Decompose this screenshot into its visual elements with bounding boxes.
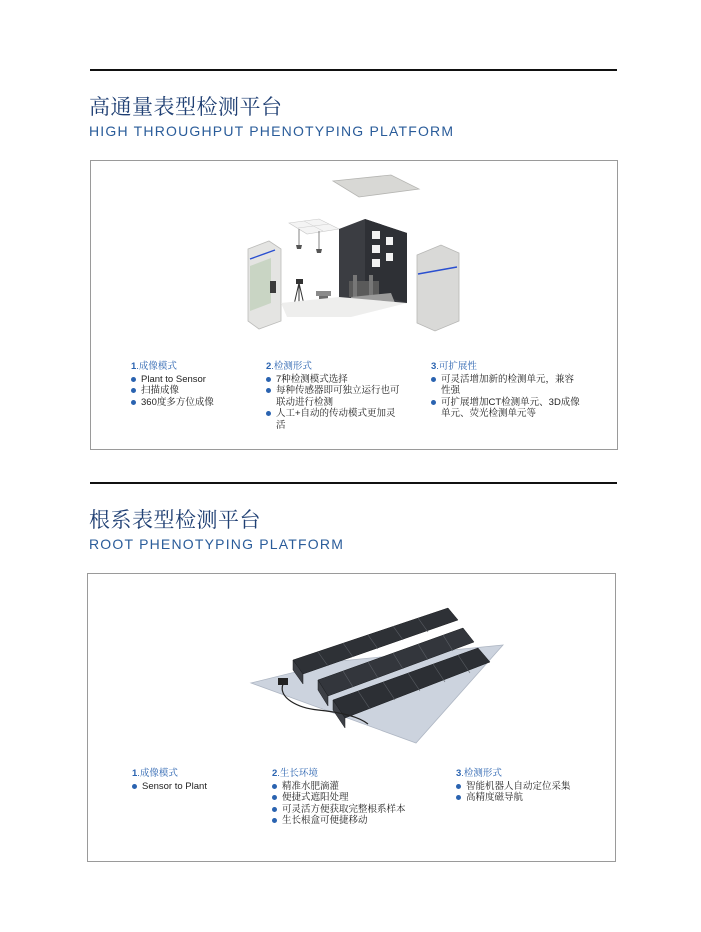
section2-col-1 (132, 768, 250, 792)
section1-title-cn: 高通量表型检测平台 (89, 95, 283, 119)
list-item: 每种传感器即可独立运行也可联动进行检测 (266, 385, 404, 408)
list-item: 高精度磁导航 (456, 792, 596, 804)
list-item: 扫描成像 (131, 385, 249, 397)
section1-col-3-heading: 3.可扩展性 (431, 361, 477, 372)
section2-col-2-heading: 2.生长环境 (272, 768, 318, 779)
section2-top-rule (90, 482, 617, 484)
section1-col-1 (131, 361, 249, 408)
list-item: Plant to Sensor (131, 374, 249, 386)
phenotyping-platform-illustration (241, 171, 471, 336)
list-item: 360度多方位成像 (131, 397, 249, 409)
section1-col-1-heading: 1.成像模式 (131, 361, 177, 372)
section1-title-en: HIGH THROUGHPUT PHENOTYPING PLATFORM (89, 123, 455, 139)
list-item: Sensor to Plant (132, 781, 250, 793)
root-platform-illustration (248, 598, 508, 748)
section1-col-2-heading: 2.检测形式 (266, 361, 312, 372)
section1-col-3 (431, 361, 583, 420)
list-item: 可灵活增加新的检测单元，兼容性强 (431, 374, 583, 397)
section2-title-en: ROOT PHENOTYPING PLATFORM (89, 536, 345, 552)
section2-col-1-heading: 1.成像模式 (132, 768, 178, 779)
section1-top-rule (90, 69, 617, 71)
list-item: 7种检测模式选择 (266, 374, 404, 386)
section1-panel (90, 160, 618, 450)
section2-title-cn: 根系表型检测平台 (89, 508, 261, 532)
list-item: 智能机器人自动定位采集 (456, 781, 596, 793)
list-item: 人工+自动的传动模式更加灵活 (266, 408, 404, 431)
section2-col-3-heading: 3.检测形式 (456, 768, 502, 779)
section2-col-3 (456, 768, 596, 804)
section1-col-2 (266, 361, 404, 431)
section2-panel (87, 573, 616, 862)
section2-col-2 (272, 768, 432, 827)
list-item: 可灵活方便获取完整根系样本 (272, 804, 432, 816)
list-item: 生长根盒可便捷移动 (272, 815, 432, 827)
list-item: 精准水肥滴灌 (272, 781, 432, 793)
list-item: 可扩展增加CT检测单元、3D成像单元、荧光检测单元等 (431, 397, 583, 420)
list-item: 便捷式遮阳处理 (272, 792, 432, 804)
